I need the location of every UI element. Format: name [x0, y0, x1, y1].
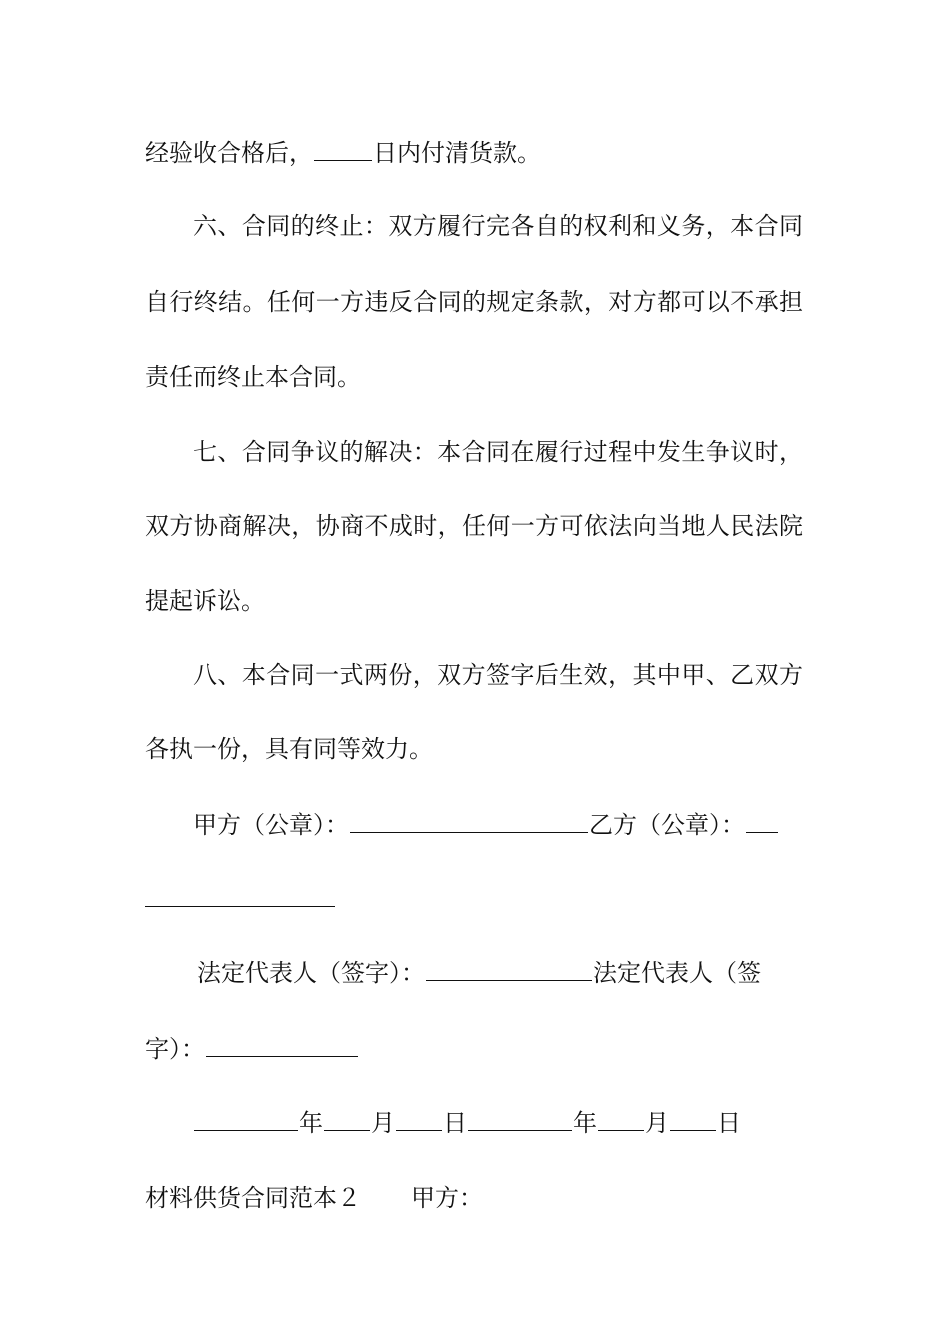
month-b-label: 月: [645, 1109, 669, 1137]
days-blank: [314, 138, 372, 161]
payment-line: [145, 137, 815, 169]
clause-7-line-2: 双方协商解决，协商不成时，任何一方可依法向当地人民法院: [145, 512, 803, 540]
next-contract-title: 材料供货合同范本２: [145, 1184, 361, 1212]
month-b-blank: [598, 1108, 644, 1131]
date-line: [193, 1107, 863, 1139]
year-a-blank: [194, 1108, 298, 1131]
day-b-blank: [670, 1108, 716, 1131]
party-b-seal-blank-continued: [145, 906, 335, 907]
payment-text-end: 日内付清货款。: [373, 139, 541, 167]
clause-6-line-3: 责任而终止本合同。: [145, 363, 361, 391]
party-b-seal-blank: [746, 810, 778, 833]
year-b-blank: [468, 1108, 572, 1131]
clause-8-line-2: 各执一份，具有同等效力。: [145, 735, 433, 763]
rep-line: [197, 957, 867, 989]
clause-8-line-1: 八、本合同一式两份，双方签字后生效，其中甲、乙双方: [193, 661, 803, 689]
day-a-blank: [396, 1108, 442, 1131]
next-contract-party-a: 甲方：: [411, 1184, 483, 1212]
party-b-rep-blank: [206, 1034, 358, 1057]
party-b-rep-label-end: 字）：: [145, 1035, 205, 1063]
year-b-label: 年: [573, 1109, 597, 1137]
party-b-rep-label: 法定代表人（签: [593, 959, 761, 987]
party-a-seal-blank: [350, 810, 588, 833]
party-a-seal-label: 甲方（公章）：: [193, 811, 349, 839]
rep-line-2: [145, 1033, 815, 1065]
clause-7-line-1: 七、合同争议的解决：本合同在履行过程中发生争议时，: [193, 438, 803, 466]
party-a-rep-blank: [426, 958, 592, 981]
clause-7-line-3: 提起诉讼。: [145, 587, 265, 615]
payment-text: 经验收合格后，: [145, 139, 313, 167]
month-a-label: 月: [371, 1109, 395, 1137]
day-b-label: 日: [717, 1109, 741, 1137]
day-a-label: 日: [443, 1109, 467, 1137]
year-a-label: 年: [299, 1109, 323, 1137]
party-a-rep-label: 法定代表人（签字）：: [197, 959, 425, 987]
clause-6-line-1: 六、合同的终止：双方履行完各自的权利和义务，本合同: [193, 212, 803, 240]
next-contract-line: [145, 1182, 815, 1214]
party-b-seal-label: 乙方（公章）：: [589, 811, 745, 839]
clause-6-line-2: 自行终结。任何一方违反合同的规定条款，对方都可以不承担: [145, 288, 803, 316]
seal-line: [193, 809, 863, 841]
month-a-blank: [324, 1108, 370, 1131]
